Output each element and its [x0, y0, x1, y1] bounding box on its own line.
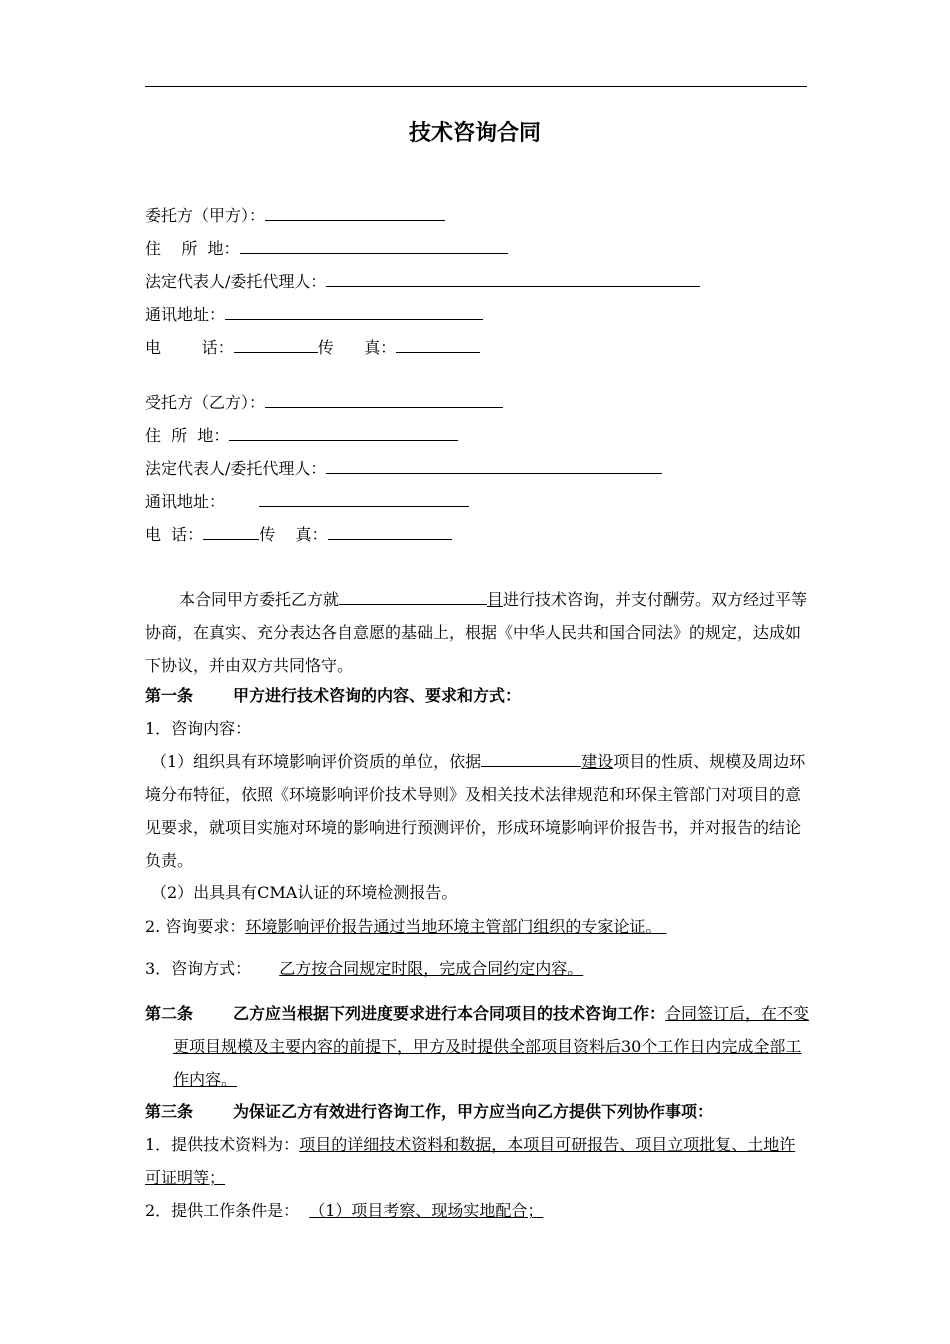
item-3-label: 3．咨询方式：: [145, 959, 252, 978]
party-b-label: 受托方（乙方）：: [145, 393, 266, 412]
sub-1-text-b: 建设: [581, 752, 614, 771]
article-3-item-2: [145, 1200, 543, 1222]
party-b-rep-field[interactable]: [326, 457, 662, 474]
sub-1-project-field[interactable]: [481, 750, 581, 767]
article-1-item-2: [145, 916, 666, 938]
party-a-label: 委托方（甲方）：: [145, 206, 266, 225]
header-rule: [145, 86, 807, 87]
item-2-label: 2. 咨询要求：: [145, 917, 246, 936]
party-b-name-row: [145, 391, 503, 414]
party-b-address-label: 住 所 地：: [145, 426, 230, 445]
article-3-title: 为保证乙方有效进行咨询工作，甲方应当向乙方提供下列协作事项：: [233, 1102, 714, 1121]
intro-project-field[interactable]: [339, 588, 487, 605]
article-3-number: 第三条: [145, 1102, 194, 1121]
party-a-name-row: [145, 204, 445, 227]
party-a-rep-field[interactable]: [326, 270, 700, 287]
party-a-contact-label: 通讯地址：: [145, 305, 226, 324]
article-3-item-1: [145, 1128, 809, 1194]
party-b-name-field[interactable]: [265, 391, 503, 408]
article-3-item-1-label: 1．提供技术资料为：: [145, 1135, 300, 1154]
article-1-item-3: [145, 958, 583, 980]
item-3-value: 乙方按合同规定时限，完成合同约定内容。: [279, 959, 584, 978]
party-a-fax-field[interactable]: [396, 336, 480, 353]
party-a-phone-row: [145, 336, 480, 359]
intro-text-3: 进行技术咨询，并支付酬劳。双方经过平等协商，在真实、充分表达各自意愿的基础上，根据《中华人民共和国合同法》的规定，达成如下协议，并由双方共同恪守。: [145, 590, 808, 675]
article-1-title: 甲方进行技术咨询的内容、要求和方式：: [233, 686, 522, 705]
party-a-phone-label: 电 话：: [145, 338, 234, 357]
intro-text-2: 目: [487, 590, 504, 609]
sub-1-text-c: 项目的性质、规模及周边环境分布特征，依照《环境影响评价技术导则》及相关技术法律规范和环保主管部门对项目的意见要求，就项目实施对环境的影响进行预测评价，形成环境影响评价报告书，并对报告的结论负责。: [145, 752, 806, 870]
party-b-contact-field[interactable]: [259, 490, 469, 507]
article-3-item-1-value: 项目的详细技术资料和数据，本项目可研报告、项目立项批复、土地许可证明等；: [145, 1135, 796, 1187]
party-a-fax-label: 传 真：: [317, 338, 397, 357]
party-a-address-label: 住 所 地：: [145, 239, 240, 258]
intro-paragraph: [145, 583, 813, 682]
party-b-fax-label: 传 真：: [259, 525, 328, 544]
party-a-rep-label: 法定代表人/委托代理人：: [145, 272, 327, 291]
intro-text-1: 本合同甲方委托乙方就: [179, 590, 340, 609]
article-3-item-2-value: （1）项目考察、现场实地配合；: [309, 1201, 544, 1220]
party-b-phone-field[interactable]: [203, 523, 259, 540]
article-1-item-1: 1．咨询内容：: [145, 719, 252, 738]
party-b-contact-label: 通讯地址：: [145, 492, 226, 511]
item-2-value: 环境影响评价报告通过当地环境主管部门组织的专家论证。: [245, 917, 662, 936]
party-b-phone-label: 电 话：: [145, 525, 204, 544]
article-3-heading: [145, 1101, 713, 1123]
article-2-number: 第二条: [145, 1004, 194, 1023]
party-a-address-row: [145, 237, 508, 260]
article-1-sub-1: [145, 745, 813, 877]
article-2-title: 乙方应当根据下列进度要求进行本合同项目的技术咨询工作：: [233, 1004, 666, 1023]
party-a-rep-row: [145, 270, 700, 293]
party-b-contact-row: [145, 490, 469, 513]
party-b-address-row: [145, 424, 458, 447]
party-b-rep-row: [145, 457, 662, 480]
article-1-heading: [145, 685, 521, 707]
article-2-value: 合同签订后，在不变更项目规模及主要内容的前提下，甲方及时提供全部项目资料后30个工作日内完成全部工作内容。: [173, 1004, 810, 1089]
party-a-phone-field[interactable]: [234, 336, 318, 353]
article-1-sub-2: （2）出具具有CMA认证的环境检测报告。: [151, 883, 458, 902]
party-a-contact-field[interactable]: [225, 303, 483, 320]
party-a-contact-row: [145, 303, 483, 326]
party-b-rep-label: 法定代表人/委托代理人：: [145, 459, 327, 478]
sub-1-text-a: （1）组织具有环境影响评价资质的单位，依据: [151, 752, 482, 771]
party-b-fax-field[interactable]: [328, 523, 452, 540]
party-b-phone-row: [145, 523, 452, 546]
party-b-address-field[interactable]: [229, 424, 458, 441]
article-1-number: 第一条: [145, 686, 194, 705]
document-title: 技术咨询合同: [408, 121, 541, 146]
article-2: [145, 997, 813, 1096]
article-3-item-2-label: 2．提供工作条件是：: [145, 1201, 300, 1220]
party-a-name-field[interactable]: [265, 204, 445, 221]
party-a-address-field[interactable]: [240, 237, 508, 254]
